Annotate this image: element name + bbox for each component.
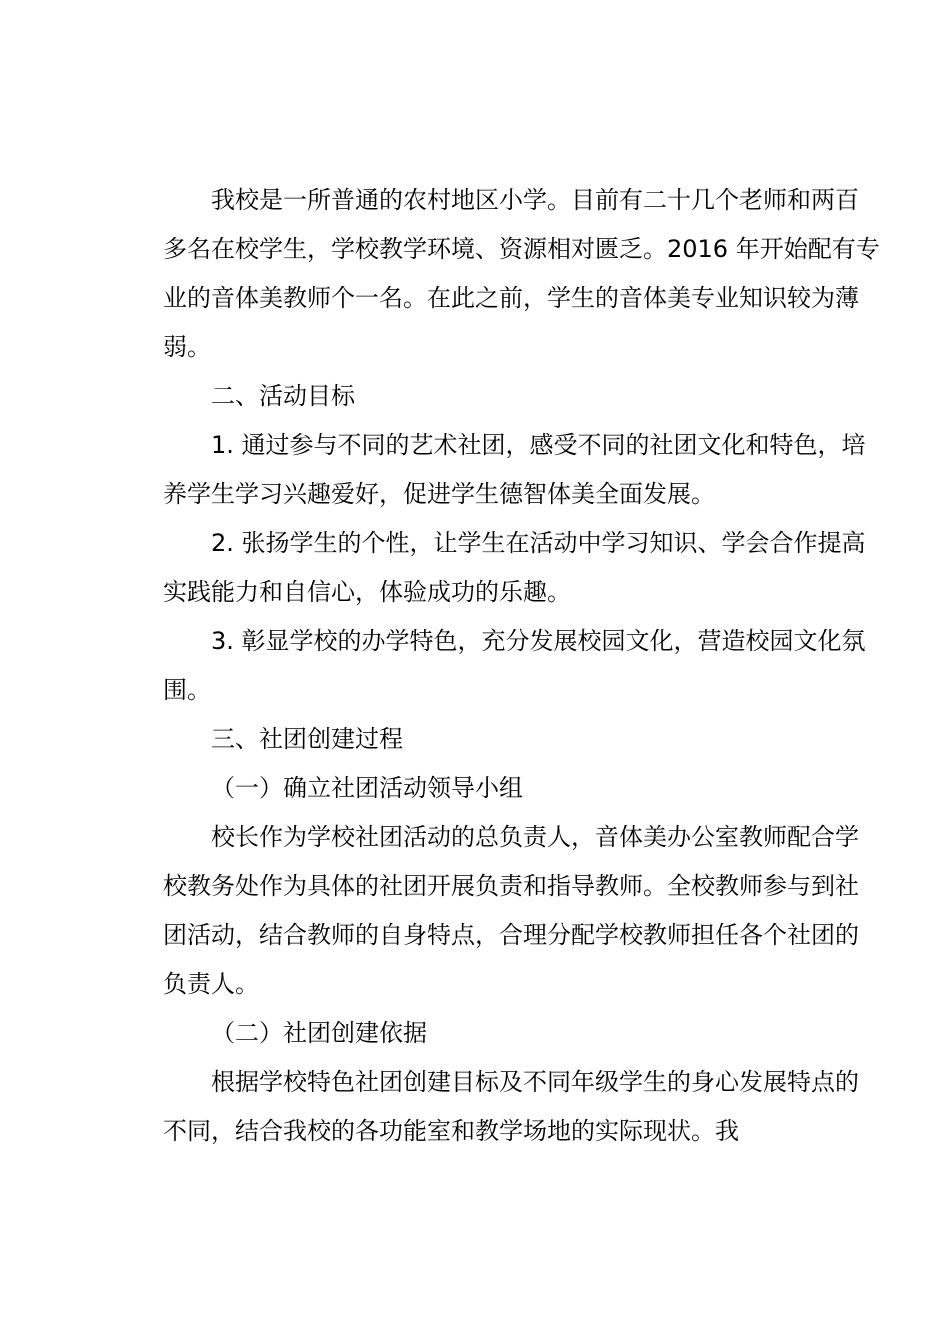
leadership-paragraph-line-3: 团活动，结合教师的自身特点，合理分配学校教师担任各个社团的 xyxy=(163,921,859,949)
leadership-paragraph-line-2: 校教务处作为具体的社团开展负责和指导教师。全校教师参与到社 xyxy=(163,872,859,900)
leadership-paragraph-line-1: 校长作为学校社团活动的总负责人，音体美办公室教师配合学 xyxy=(211,823,859,851)
goal-3-line-1: 3. 彰显学校的办学特色，充分发展校园文化，营造校园文化氛 xyxy=(211,627,866,655)
goal-1-line-1: 1. 通过参与不同的艺术社团，感受不同的社团文化和特色，培 xyxy=(211,431,866,459)
goal-2-line-2: 实践能力和自信心，体验成功的乐趣。 xyxy=(163,578,571,606)
subsection-heading-leadership-group: （一）确立社团活动领导小组 xyxy=(211,774,523,802)
paragraph-intro-line-4: 弱。 xyxy=(163,333,211,361)
leadership-paragraph-line-4: 负责人。 xyxy=(163,970,259,998)
subsection-heading-creation-basis: （二）社团创建依据 xyxy=(211,1019,427,1047)
basis-paragraph-line-2: 不同，结合我校的各功能室和教学场地的实际现状。我 xyxy=(163,1117,739,1145)
paragraph-intro-line-1: 我校是一所普通的农村地区小学。目前有二十几个老师和两百 xyxy=(211,186,859,214)
goal-2-line-1: 2. 张扬学生的个性，让学生在活动中学习知识、学会合作提高 xyxy=(211,529,866,557)
section-heading-activity-goals: 二、活动目标 xyxy=(211,382,355,410)
goal-3-line-2: 围。 xyxy=(163,676,211,704)
paragraph-intro-line-2: 多名在校学生，学校教学环境、资源相对匮乏。2016 年开始配有专 xyxy=(163,235,880,263)
section-heading-club-creation: 三、社团创建过程 xyxy=(211,725,403,753)
basis-paragraph-line-1: 根据学校特色社团创建目标及不同年级学生的身心发展特点的 xyxy=(211,1068,859,1096)
paragraph-intro-line-3: 业的音体美教师个一名。在此之前，学生的音体美专业知识较为薄 xyxy=(163,284,859,312)
document-body xyxy=(163,176,880,1156)
goal-1-line-2: 养学生学习兴趣爱好，促进学生德智体美全面发展。 xyxy=(163,480,715,508)
